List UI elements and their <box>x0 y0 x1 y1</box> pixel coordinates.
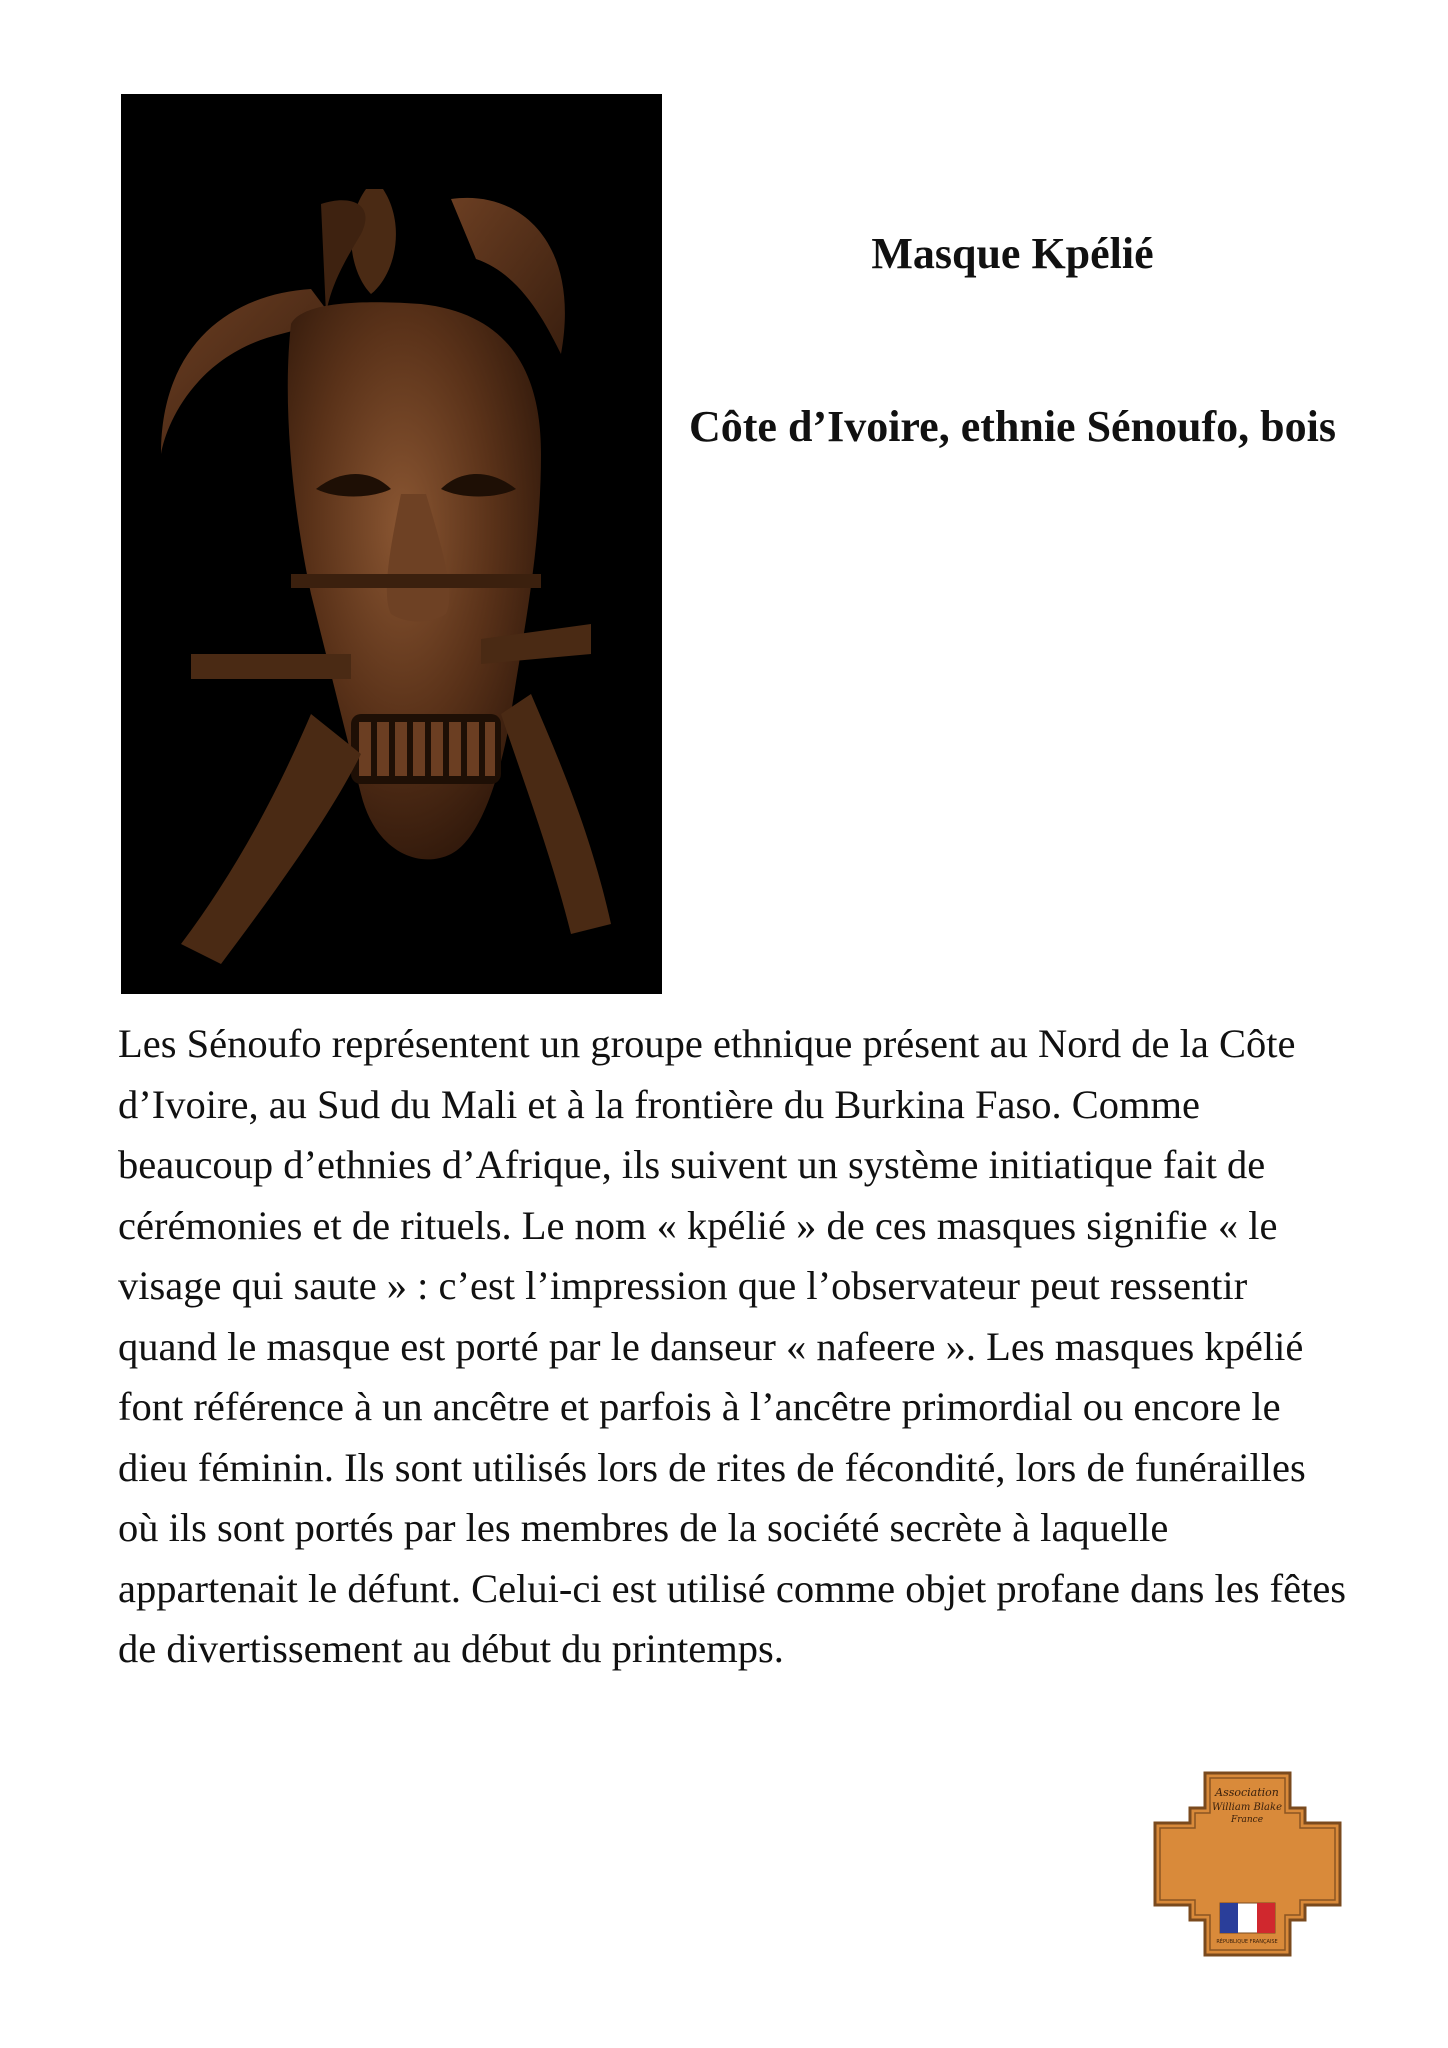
stamp-line2: William Blake <box>1211 1802 1283 1813</box>
stamp-footer: RÉPUBLIQUE FRANÇAISE <box>1216 1939 1278 1945</box>
description-paragraph: Les Sénoufo représentent un groupe ethnique présent au Nord de la Côte d’Ivoire, au Sud du Mali et à la frontière du Burkina Faso. Comme beaucoup d’ethnies d’Afrique, ils suivent un système initiatique fait de cérémonies et de rituels. Le nom « kpélié » de ces masques signifie « le visage qui saute » : c’est l’impression que l’observateur peut ressentir quand le masque est porté par le danseur « nafeere ». Les masques kpélié font référence à un ancêtre et parfois à l’ancêtre primordial ou encore le dieu féminin. Ils sont utilisés lors de rites de fécondité, lors de funérailles où ils sont portés par les membres de la société secrète à laquelle appartenait le défunt. Celui-ci est utilisé comme objet profane dans les fêtes de divertissement au début du printemps. <box>118 1021 1347 1671</box>
association-stamp <box>1150 1768 1345 1960</box>
mask-photo <box>121 94 662 994</box>
association-stamp-graphic <box>1150 1768 1345 1960</box>
page-subtitle: Côte d’Ivoire, ethnie Sénoufo, bois <box>689 402 1336 451</box>
stamp-line3: France <box>1230 1815 1264 1825</box>
stamp-line1: Association <box>1215 1786 1279 1799</box>
title-block <box>680 226 1345 456</box>
page-title: Masque Kpélié <box>871 229 1154 278</box>
kpelie-mask-illustration <box>121 94 662 994</box>
